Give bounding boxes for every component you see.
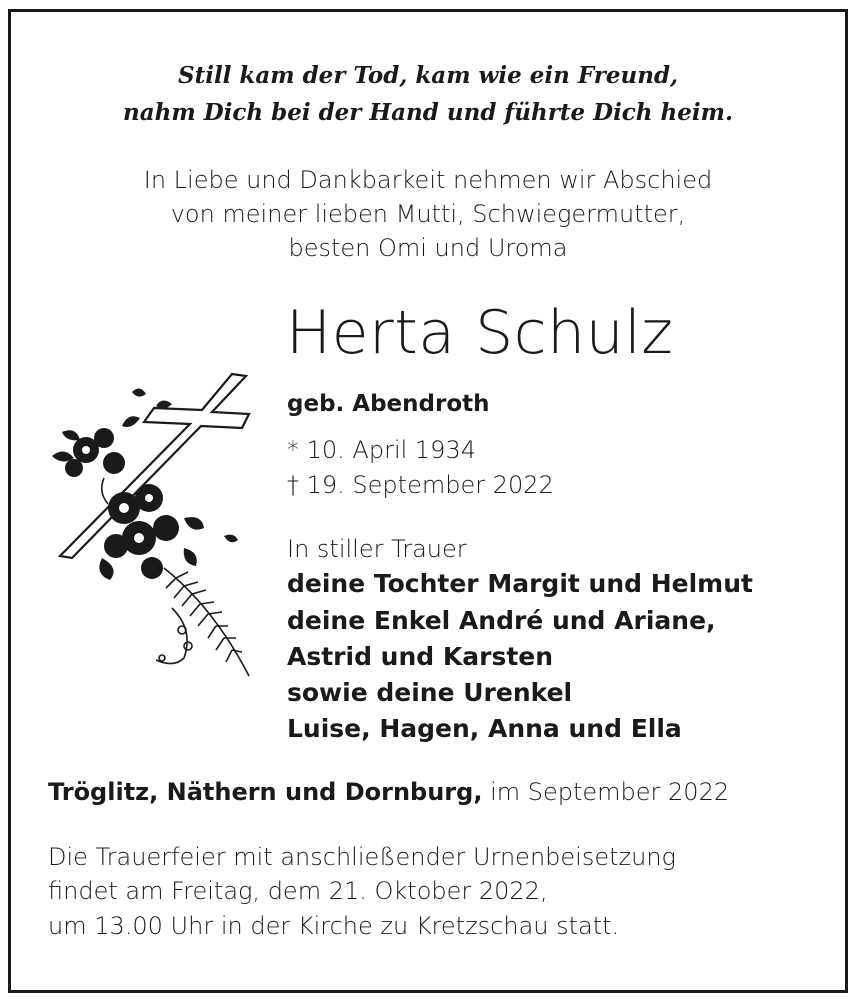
mourner-line: sowie deine Urenkel	[287, 678, 573, 707]
place-towns: Tröglitz, Näthern und Dornburg,	[48, 778, 483, 806]
birth-date: * 10. April 1934	[287, 436, 476, 464]
deceased-name: Herta Schulz	[286, 298, 674, 368]
service-line-1: Die Trauerfeier mit anschließender Urnenbeisetzung	[48, 843, 676, 871]
service-line-2: findet am Freitag, dem 21. Oktober 2022,	[48, 877, 548, 905]
motto-line-2: nahm Dich bei der Hand und führte Dich heim.	[123, 99, 733, 126]
mourner-line: deine Tochter Margit und Helmut	[287, 569, 753, 598]
intro-line-3: besten Omi und Uroma	[288, 234, 568, 262]
service-line-3: um 13.00 Uhr in der Kirche zu Kretzschau statt.	[48, 912, 620, 940]
death-date: † 19. September 2022	[287, 471, 554, 499]
place-and-date	[48, 778, 729, 806]
cross-with-roses-icon	[44, 368, 259, 683]
mourner-line: Luise, Hagen, Anna und Ella	[287, 714, 682, 743]
mourner-line: Astrid und Karsten	[287, 642, 554, 671]
mourners-heading: In stiller Trauer	[287, 535, 467, 563]
place-date: im September 2022	[490, 778, 730, 806]
maiden-name: geb. Abendroth	[287, 391, 490, 417]
motto-line-1: Still kam der Tod, kam wie ein Freund,	[177, 62, 679, 89]
intro-line-2: von meiner lieben Mutti, Schwiegermutter,	[170, 200, 686, 228]
intro-line-1: In Liebe und Dankbarkeit nehmen wir Abschied	[143, 166, 713, 194]
mourner-line: deine Enkel André und Ariane,	[287, 606, 716, 635]
